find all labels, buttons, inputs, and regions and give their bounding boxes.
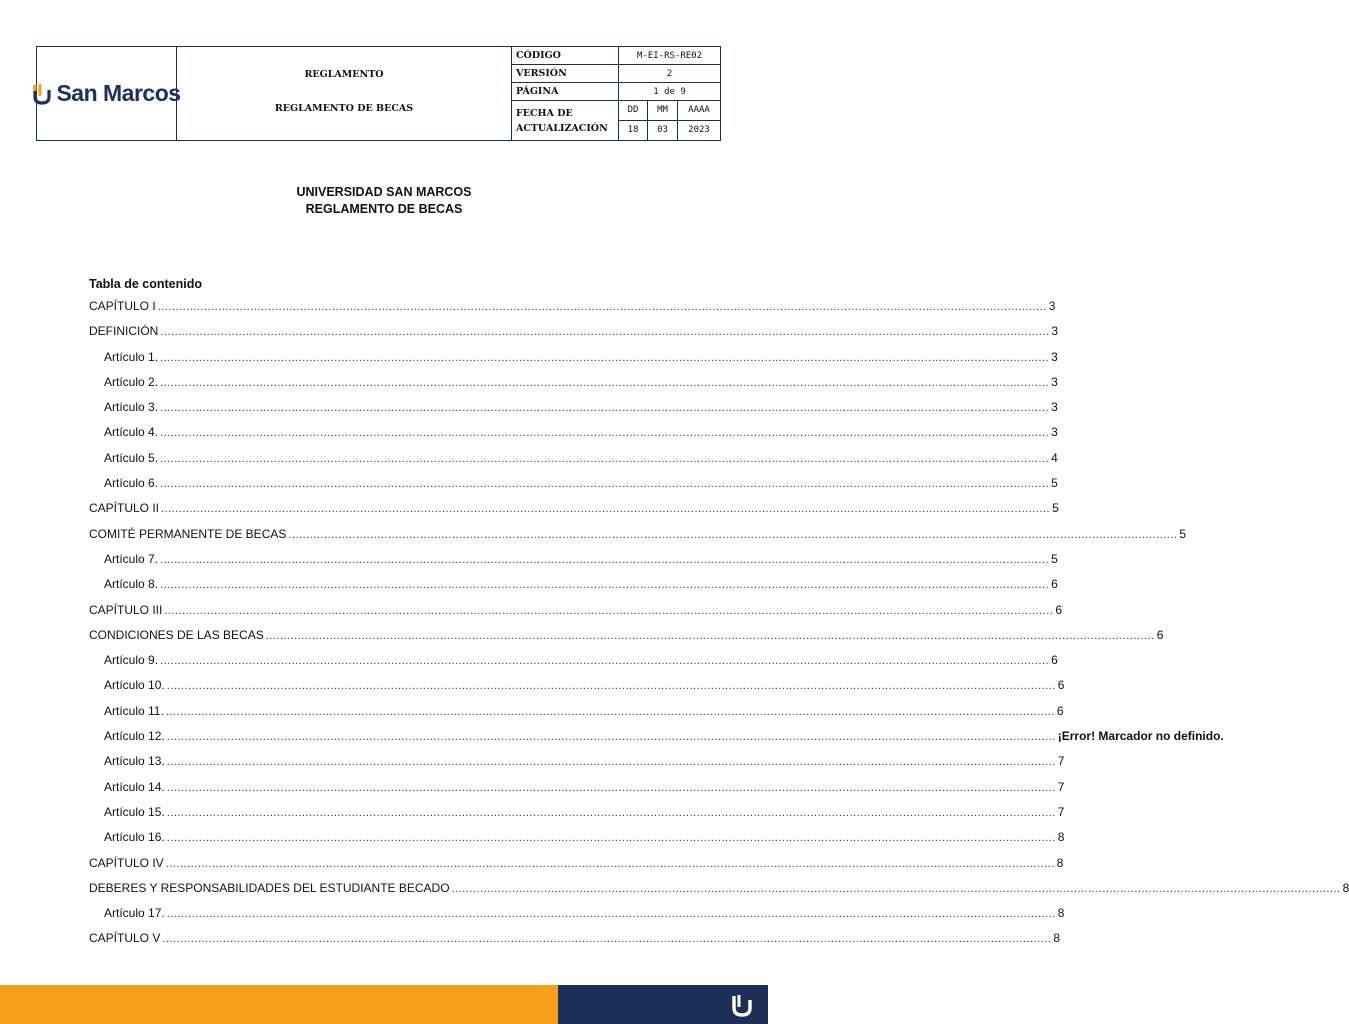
footer-logo-icon bbox=[730, 991, 754, 1019]
toc-entry-page: 3 bbox=[1051, 349, 1058, 364]
toc-entry[interactable] bbox=[89, 702, 1064, 727]
toc-entry[interactable] bbox=[89, 474, 1058, 499]
date-value-aaaa: 2023 bbox=[677, 121, 720, 141]
toc-entry-label: Artículo 13. bbox=[104, 754, 165, 769]
toc-entry-page: 3 bbox=[1051, 324, 1059, 339]
toc-leader-dots: .......................................................................................................................................................................................................................................................... bbox=[161, 503, 1051, 516]
version-value: 2 bbox=[666, 68, 673, 79]
toc-entry-label: Artículo 2. bbox=[104, 374, 159, 389]
toc-entry-label: Artículo 7. bbox=[104, 551, 159, 566]
document-title-cell bbox=[177, 47, 512, 140]
toc-leader-dots: .......................................................................................................................................................................................................................................................... bbox=[160, 402, 1050, 415]
toc-entry-label: CAPÍTULO V bbox=[89, 931, 161, 946]
toc-entry-page: 8 bbox=[1342, 880, 1349, 895]
toc-entry[interactable] bbox=[89, 778, 1065, 803]
toc-entry[interactable] bbox=[89, 854, 1064, 879]
toc-leader-dots: .......................................................................................................................................................................................................................................................... bbox=[165, 705, 1055, 718]
date-grid bbox=[619, 101, 720, 140]
date-header-dd: DD bbox=[619, 101, 647, 121]
toc-leader-dots: .......................................................................................................................................................................................................................................................... bbox=[166, 832, 1056, 845]
document-title bbox=[0, 184, 768, 218]
toc-entry-label: Artículo 14. bbox=[104, 779, 165, 794]
toc-leader-dots: .......................................................................................................................................................................................................................................................... bbox=[166, 680, 1056, 693]
toc-entry[interactable] bbox=[89, 348, 1058, 373]
toc-entry[interactable] bbox=[89, 626, 1164, 651]
toc-entry-label: CONDICIONES DE LAS BECAS bbox=[89, 627, 264, 642]
toc-entry-page: 6 bbox=[1156, 627, 1164, 642]
toc-leader-dots: .......................................................................................................................................................................................................................................................... bbox=[160, 452, 1050, 465]
pagina-label: PÁGINA bbox=[512, 83, 619, 100]
toc-leader-dots: .......................................................................................................................................................................................................................................................... bbox=[166, 806, 1056, 819]
toc-entry-page: 8 bbox=[1056, 855, 1064, 870]
toc-entry-page: 8 bbox=[1057, 830, 1065, 845]
toc-entry-label: CAPÍTULO III bbox=[89, 602, 163, 617]
toc-entry[interactable] bbox=[89, 651, 1058, 676]
toc-leader-dots: .......................................................................................................................................................................................................................................................... bbox=[166, 756, 1056, 769]
toc-leader-dots: .......................................................................................................................................................................................................................................................... bbox=[160, 478, 1050, 491]
codigo-value: M-EI-RS-RE02 bbox=[636, 50, 703, 61]
toc-heading: Tabla de contenido bbox=[89, 277, 202, 291]
toc-entry-label: Artículo 9. bbox=[104, 653, 159, 668]
toc-entry[interactable] bbox=[89, 904, 1065, 929]
toc-entry-label: Artículo 16. bbox=[104, 830, 165, 845]
document-name: REGLAMENTO DE BECAS bbox=[274, 103, 414, 114]
toc-entry[interactable] bbox=[89, 373, 1058, 398]
toc-entry-label: Artículo 11. bbox=[104, 703, 164, 718]
toc-leader-dots: .......................................................................................................................................................................................................................................................... bbox=[160, 351, 1050, 364]
logo-text: San Marcos bbox=[56, 80, 181, 106]
toc-entry-label: Artículo 10. bbox=[104, 678, 165, 693]
toc-entry-label: DEFINICIÓN bbox=[89, 324, 159, 339]
toc-entry[interactable] bbox=[89, 575, 1058, 600]
san-marcos-logo-icon bbox=[32, 81, 52, 107]
toc-entry-label: CAPÍTULO II bbox=[89, 501, 160, 516]
toc-leader-dots: .......................................................................................................................................................................................................................................................... bbox=[160, 376, 1050, 389]
toc-entry[interactable] bbox=[89, 676, 1065, 701]
codigo-label: CÓDIGO bbox=[512, 47, 619, 64]
date-header-mm: MM bbox=[647, 101, 677, 121]
toc-leader-dots: .......................................................................................................................................................................................................................................................... bbox=[451, 882, 1341, 895]
toc-entry-page: 3 bbox=[1051, 374, 1058, 389]
toc-leader-dots: .......................................................................................................................................................................................................................................................... bbox=[265, 629, 1155, 642]
toc-entry[interactable] bbox=[89, 929, 1061, 954]
footer-orange-bar bbox=[0, 985, 558, 1024]
toc-entry-page: 3 bbox=[1051, 425, 1058, 440]
title-line-2: REGLAMENTO DE BECAS bbox=[305, 202, 463, 216]
toc-entry-page: 7 bbox=[1057, 804, 1065, 819]
toc-entry-page: 6 bbox=[1055, 602, 1063, 617]
toc-leader-dots: .......................................................................................................................................................................................................................................................... bbox=[166, 908, 1056, 921]
toc-leader-dots: .......................................................................................................................................................................................................................................................... bbox=[157, 301, 1047, 313]
toc-entry-page: 5 bbox=[1051, 476, 1058, 491]
version-label: VERSIÓN bbox=[512, 65, 619, 82]
toc-entry-label: Artículo 8. bbox=[104, 577, 159, 592]
toc-leader-dots: .......................................................................................................................................................................................................................................................... bbox=[162, 933, 1052, 946]
fecha-row bbox=[512, 101, 720, 140]
toc-entry-page: 3 bbox=[1051, 400, 1058, 415]
toc-leader-dots: .......................................................................................................................................................................................................................................................... bbox=[165, 857, 1055, 870]
toc-entry-label: Artículo 12. bbox=[104, 729, 165, 744]
toc-entry-label: Artículo 3. bbox=[104, 400, 159, 415]
toc-entry-page: 5 bbox=[1051, 551, 1058, 566]
fecha-label bbox=[512, 101, 619, 140]
table-of-contents bbox=[89, 297, 1349, 955]
toc-entry-page: 7 bbox=[1057, 754, 1065, 769]
document-type: REGLAMENTO bbox=[304, 69, 384, 80]
toc-leader-dots: .......................................................................................................................................................................................................................................................... bbox=[160, 326, 1050, 339]
toc-entry[interactable] bbox=[89, 398, 1058, 423]
toc-entry[interactable] bbox=[89, 499, 1059, 524]
toc-leader-dots: .......................................................................................................................................................................................................................................................... bbox=[166, 781, 1056, 794]
toc-leader-dots: .......................................................................................................................................................................................................................................................... bbox=[160, 553, 1050, 566]
fecha-label-line1: FECHA DE bbox=[516, 107, 573, 119]
toc-entry-page: 6 bbox=[1051, 653, 1058, 668]
toc-entry-page: 5 bbox=[1179, 526, 1187, 541]
toc-leader-dots: .......................................................................................................................................................................................................................................................... bbox=[166, 731, 1056, 744]
toc-entry-page: 8 bbox=[1057, 906, 1065, 921]
toc-leader-dots: .......................................................................................................................................................................................................................................................... bbox=[164, 604, 1054, 617]
toc-entry-label: Artículo 17. bbox=[104, 906, 165, 921]
toc-entry-page: ¡Error! Marcador no definido. bbox=[1057, 729, 1224, 744]
toc-entry-page: 6 bbox=[1057, 678, 1065, 693]
toc-entry-page: 5 bbox=[1052, 501, 1059, 516]
toc-entry[interactable] bbox=[89, 297, 1056, 322]
toc-entry-page: 6 bbox=[1051, 577, 1058, 592]
pagina-row bbox=[512, 83, 720, 101]
toc-entry[interactable] bbox=[89, 828, 1065, 853]
toc-entry-label: Artículo 15. bbox=[104, 804, 165, 819]
document-meta-cell bbox=[512, 47, 720, 140]
toc-entry-label: DEBERES Y RESPONSABILIDADES DEL ESTUDIANTE BECADO bbox=[89, 880, 450, 895]
toc-entry[interactable] bbox=[89, 423, 1058, 448]
toc-entry-label: COMITÉ PERMANENTE DE BECAS bbox=[89, 526, 287, 541]
toc-entry-label: Artículo 6. bbox=[104, 476, 159, 491]
toc-leader-dots: .......................................................................................................................................................................................................................................................... bbox=[160, 427, 1050, 440]
toc-entry[interactable] bbox=[89, 752, 1065, 777]
toc-leader-dots: .......................................................................................................................................................................................................................................................... bbox=[160, 655, 1050, 668]
pagina-value: 1 de 9 bbox=[653, 86, 686, 97]
date-value-dd: 18 bbox=[627, 125, 639, 136]
logo-cell bbox=[37, 47, 181, 140]
toc-entry-page: 3 bbox=[1048, 299, 1056, 313]
toc-entry-label: Artículo 4. bbox=[104, 425, 159, 440]
toc-entry-label: Artículo 1. bbox=[104, 349, 159, 364]
date-value-mm: 03 bbox=[647, 121, 677, 141]
fecha-label-line2: ACTUALIZACIÓN bbox=[516, 122, 608, 134]
date-header-aaaa: AAAA bbox=[677, 101, 720, 121]
toc-entry-page: 8 bbox=[1053, 931, 1061, 946]
footer-blue-bar bbox=[558, 985, 768, 1024]
toc-entry[interactable] bbox=[89, 550, 1058, 575]
document-header-table bbox=[36, 46, 721, 141]
toc-entry-page: 7 bbox=[1057, 779, 1065, 794]
title-line-1: UNIVERSIDAD SAN MARCOS bbox=[296, 185, 472, 199]
version-row bbox=[512, 65, 720, 83]
toc-entry-label: Artículo 5. bbox=[104, 450, 159, 465]
toc-entry-page: 4 bbox=[1051, 450, 1058, 465]
toc-entry[interactable] bbox=[89, 449, 1058, 474]
toc-entry[interactable] bbox=[89, 601, 1063, 626]
toc-entry[interactable] bbox=[89, 803, 1065, 828]
toc-leader-dots: .......................................................................................................................................................................................................................................................... bbox=[160, 579, 1050, 592]
toc-entry[interactable] bbox=[89, 322, 1059, 347]
toc-entry-page: 6 bbox=[1056, 703, 1064, 718]
toc-entry-label: CAPÍTULO I bbox=[89, 299, 156, 313]
toc-entry[interactable] bbox=[89, 525, 1187, 550]
codigo-row bbox=[512, 47, 720, 65]
toc-entry-label: CAPÍTULO IV bbox=[89, 855, 164, 870]
toc-entry[interactable] bbox=[89, 727, 1224, 752]
toc-entry[interactable] bbox=[89, 879, 1349, 904]
toc-leader-dots: .......................................................................................................................................................................................................................................................... bbox=[288, 528, 1178, 541]
